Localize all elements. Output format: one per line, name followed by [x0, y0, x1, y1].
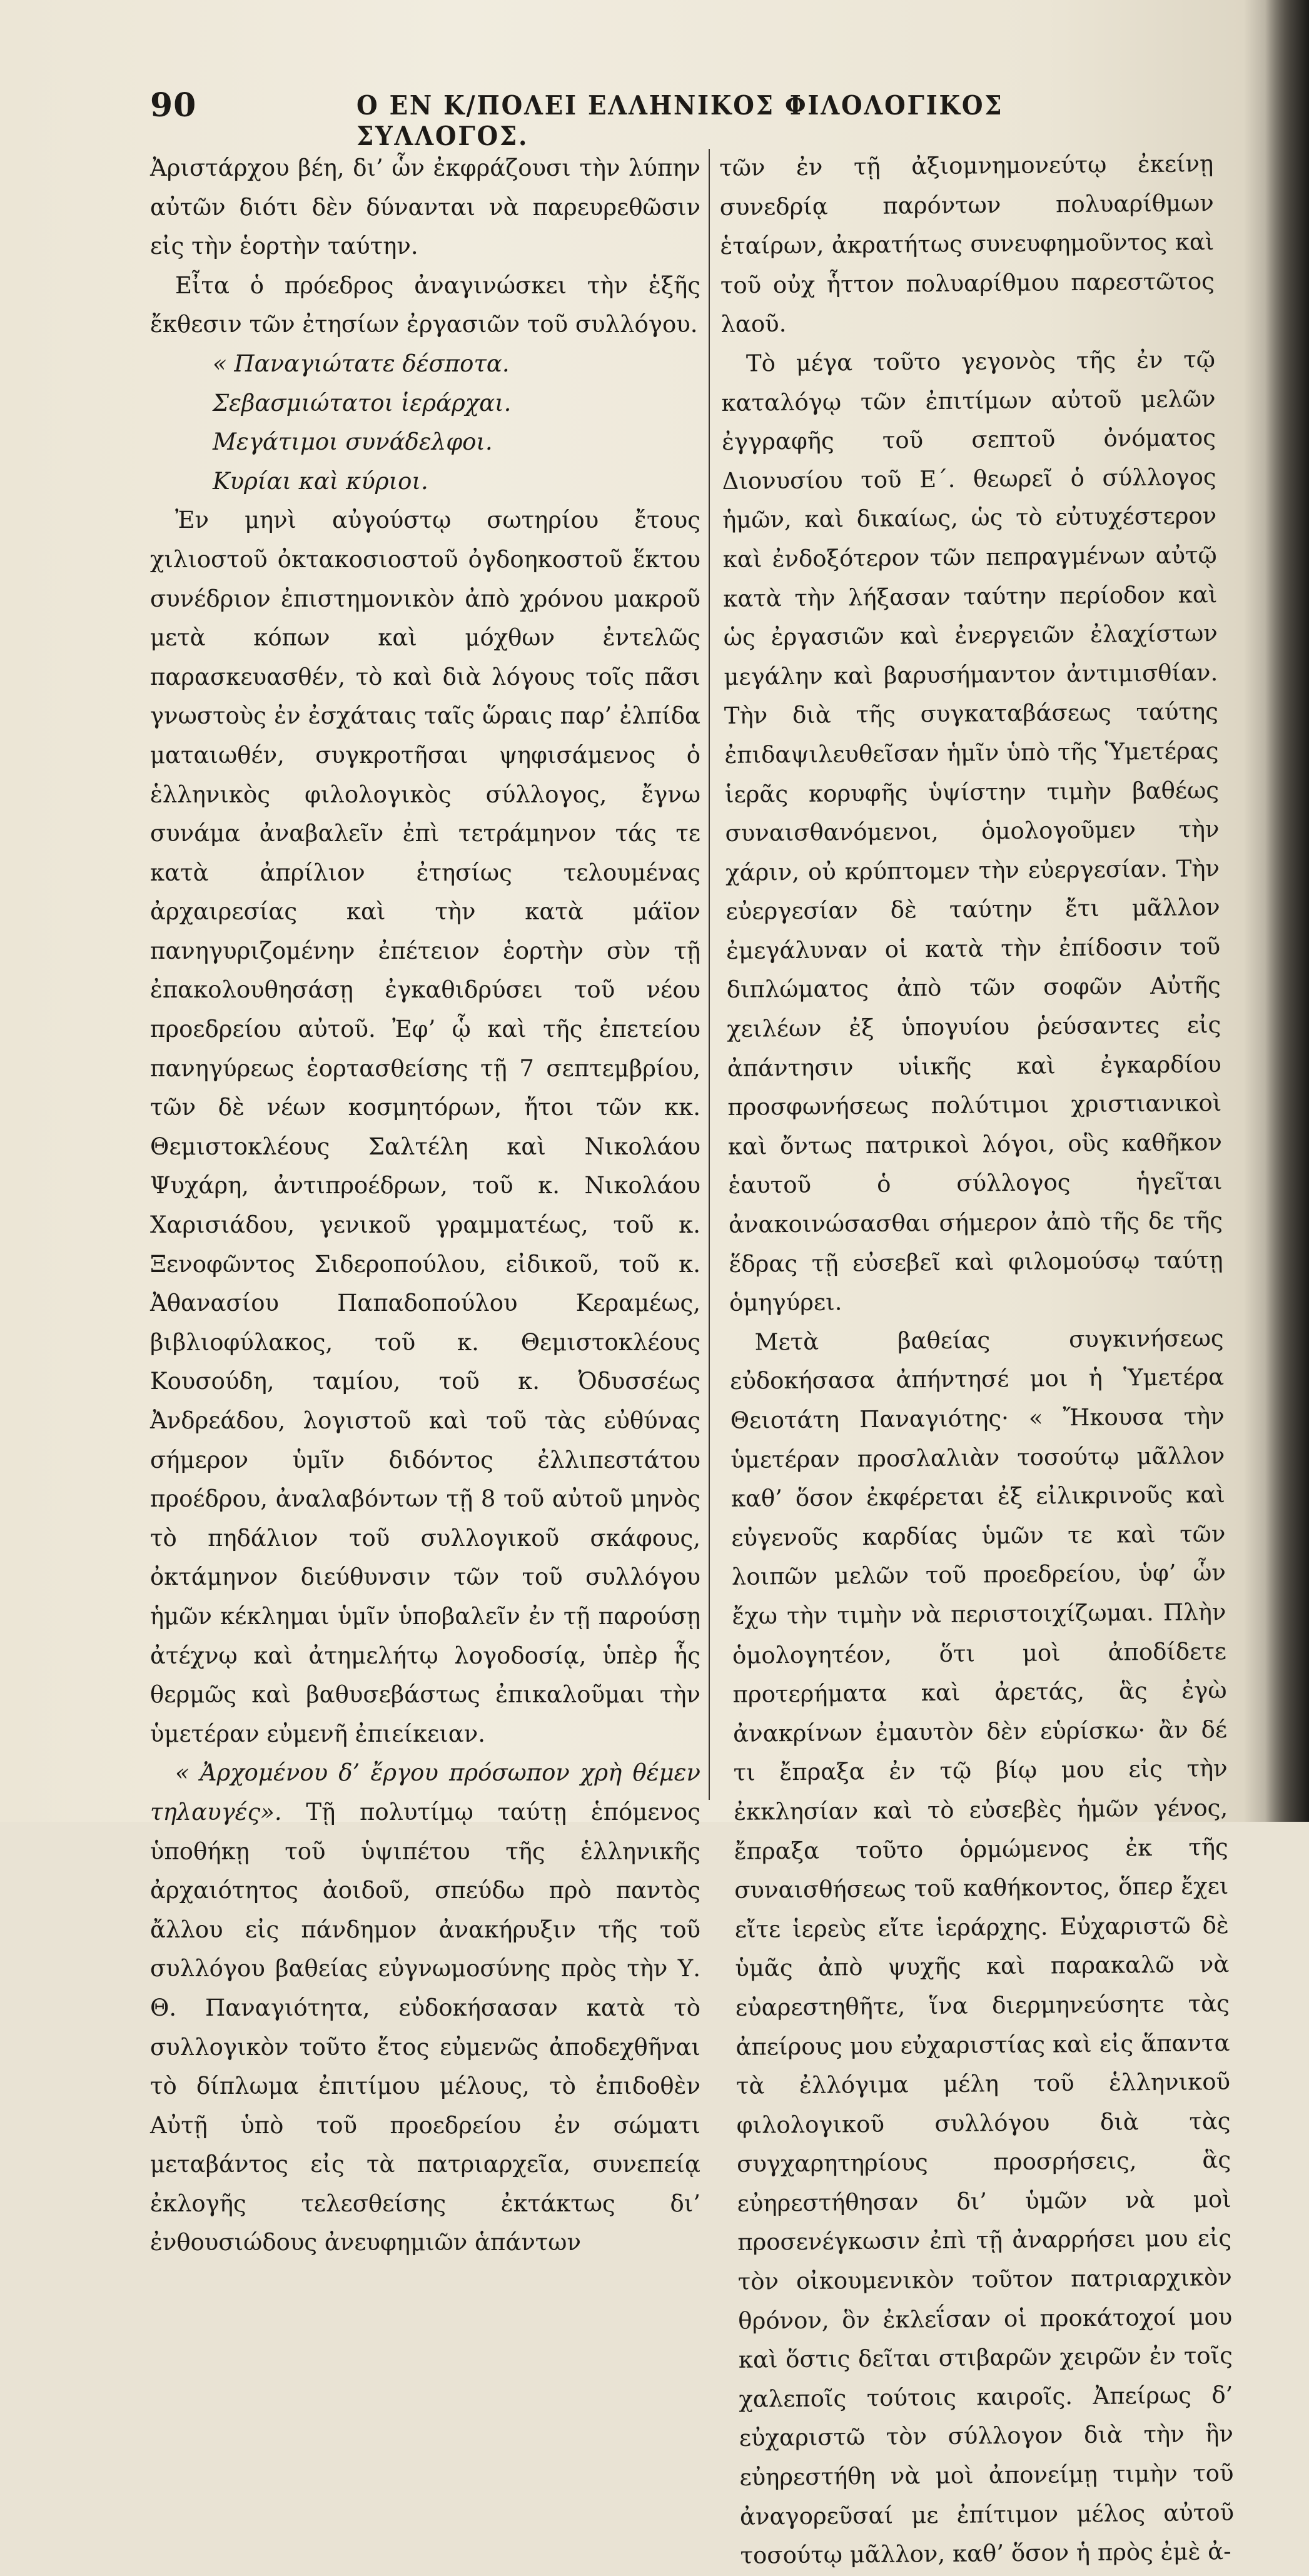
left-paragraph-2: Εἶτα ὁ πρόεδρος ἀναγινώσκει τὴν ἑξῆς ἔκθεσιν τῶν ἐτησίων ἐργασιῶν τοῦ συλλόγου. [150, 271, 700, 338]
running-head: Ο ΕΝ Κ/ΠΟΛΕΙ ΕΛΛΗΝΙΚΟΣ ΦΙΛΟΛΟΓΙΚΟΣ ΣΥΛΛΟΓΟΣ. [356, 90, 1004, 151]
verse-line-2: Σεβασμιώτατοι ἱεράρχαι. [213, 389, 512, 417]
right-column [719, 144, 1235, 2576]
column-rule [709, 149, 710, 1800]
pindar-quote: « Ἀρχομένου δ’ ἔργου πρόσωπον χρὴ θέμεν τηλαυγές». [150, 1759, 700, 1826]
left-paragraph-3: Ἐν μηνὶ αὐγούστῳ σωτηρίου ἔτους χιλιοστοῦ ὀκτακοσιοστοῦ ὀγδοηκοστοῦ ἕκτου συνέδριον ἐπιστημονικὸν ἀπὸ χρόνου μακροῦ μετὰ κόπων καὶ μόχθων ἐντελῶς παρασκευασθέν, τὸ καὶ διὰ λόγους τοῖς πᾶσι γνωστοὺς ἐν ἐσχάταις ταῖς ὥραις παρ’ ἐλπίδα ματαιωθέν, συγκροτῆσαι ψηφισάμενος ὁ ἑλληνικὸς φιλολογικὸς σύλλογος, ἔγνω συνάμα ἀναβαλεῖν ἐπὶ τετράμηνον τάς τε κατὰ ἀπρίλιον ἐτησίως τελουμένας ἀρχαιρεσίας καὶ τὴν κατὰ μάϊον πανηγυριζομένην ἐπέτειον ἑορτὴν σὺν τῇ ἐπακολουθησάσῃ ἐγκαθιδρύσει τοῦ νέου προεδρείου αὐτοῦ. Ἐφ’ ᾧ καὶ τῆς ἐπετείου πανηγύρεως ἑορτασθείσης τῇ 7 σεπτεμβρίου, τῶν δὲ νέων κοσμητόρων, ἤτοι τῶν κκ. Θεμιστοκλέους Σαλτέλη καὶ Νικολάου Ψυχάρη, ἀντιπροέδρων, τοῦ κ. Νικολάου Χαρισιάδου, γενικοῦ γραμματέως, τοῦ κ. Ξενοφῶντος Σιδεροπούλου, εἰδικοῦ, τοῦ κ. Ἀθανασίου Παπαδοπούλου Κεραμέως, βιβλιοφύλακος, τοῦ κ. Θεμιστοκλέους Κουσούδη, ταμίου, τοῦ κ. Ὀδυσσέως Ἀνδρεάδου, λογιστοῦ καὶ τοῦ τὰς εὐθύνας σήμερον ὑμῖν διδόντος ἐλλιπεστάτου προέδρου, ἀναλαβόντων τῇ 8 τοῦ αὐτοῦ μηνὸς τὸ πηδάλιον τοῦ συλλογικοῦ σκάφους, ὀκτάμηνον διεύθυνσιν τῶν τοῦ συλλόγου ἡμῶν κέκλημαι ὑμῖν ὑποβαλεῖν ἐν τῇ παρούσῃ ἀτέχνῳ καὶ ἀτημελήτῳ λογοδοσίᾳ, ὑπὲρ ἧς θερμῶς καὶ βαθυσεβάστως ἐπικαλοῦμαι τὴν ὑμετέραν εὐμενῆ ἐπιείκειαν. [150, 507, 700, 1747]
left-column [150, 149, 700, 2263]
right-paragraph-3: Μετὰ βαθείας συγκινήσεως εὐδοκήσασα ἀπήντησέ μοι ἡ Ὑμετέρα Θειοτάτη Παναγιότης· « Ἤκουσα τὴν ὑμετέραν προσλαλιὰν τοσούτῳ μᾶλλον καθ’ ὅσον ἐκφέρεται ἐξ εἰλικρινοῦς καὶ εὐγενοῦς καρδίας ὑμῶν τε καὶ τῶν λοιπῶν μελῶν τοῦ προεδρείου, ὑφ’ ὧν ἔχω τὴν τιμὴν νὰ περιστοιχίζωμαι. Πλὴν ὁμολογητέον, ὅτι μοὶ ἀποδίδετε προτερήματα καὶ ἀρετάς, ἃς ἐγὼ ἀνακρίνων ἐμαυτὸν δὲν εὑρίσκω· ἂν δέ τι ἔπραξα ἐν τῷ βίῳ μου εἰς τὴν ἐκκλησίαν καὶ τὸ εὐσεβὲς ἡμῶν γένος, ἔπραξα τοῦτο ὁρμώμενος ἐκ τῆς συναισθήσεως τοῦ καθήκοντος, ὅπερ ἔχει εἴτε ἱερεὺς εἴτε ἱεράρχης. Εὐχαριστῶ δὲ ὑμᾶς ἀπὸ ψυχῆς καὶ παρακαλῶ νὰ εὐαρεστηθῆτε, ἵνα διερμηνεύσητε τὰς ἀπείρους μου εὐχαριστίας καὶ εἰς ἅπαντα τὰ ἐλλόγιμα μέλη τοῦ ἑλληνικοῦ φιλολογικοῦ συλλόγου διὰ τὰς συγχαρητηρίους προσρήσεις, ἃς εὐηρεστήθησαν δι’ ὑμῶν νὰ μοὶ προσενέγκωσιν ἐπὶ τῇ ἀναρρήσει μου εἰς τὸν οἰκουμενικὸν τοῦτον πατριαρχικὸν θρόνον, ὃν ἐκλεΐσαν οἱ προκάτοχοί μου καὶ ὅστις δεῖται στιβαρῶν χειρῶν ἐν τοῖς χαλεποῖς τούτοις καιροῖς. Ἀπείρως δ’ εὐχαριστῶ τὸν σύλλογον διὰ τὴν ἣν εὐηρεστήθη νὰ μοὶ ἀπονείμῃ τιμὴν τοῦ ἀναγορεῦσαί με ἐπίτιμον μέλος αὐτοῦ τοσούτῳ μᾶλλον, καθ’ ὅσον ἡ πρὸς ἐμὲ ἀ- [730, 1324, 1235, 2570]
right-paragraph-2: Τὸ μέγα τοῦτο γεγονὸς τῆς ἐν τῷ καταλόγῳ τῶν ἐπιτίμων αὐτοῦ μελῶν ἐγγραφῆς τοῦ σεπτοῦ ὀνόματος Διονυσίου τοῦ Ε΄. θεωρεῖ ὁ σύλλογος ἡμῶν, καὶ δικαίως, ὡς τὸ εὐτυχέστερον καὶ ἐνδοξότερον τῶν πεπραγμένων αὐτῷ κατὰ τὴν λήξασαν ταύτην περίοδον καὶ ὡς ἐργασιῶν καὶ ἐνεργειῶν ἐλαχίστων μεγάλην καὶ βαρυσήμαντον ἀντιμισθίαν. Τὴν διὰ τῆς συγκαταβάσεως ταύτης ἐπιδαψιλευθεῖσαν ἡμῖν ὑπὸ τῆς Ὑμετέρας ἱερᾶς κορυφῆς ὑψίστην τιμὴν βαθέως συναισθανόμενοι, ὁμολογοῦμεν τὴν χάριν, οὐ κρύπτομεν τὴν εὐεργεσίαν. Τὴν εὐεργεσίαν δὲ ταύτην ἔτι μᾶλλον ἐμεγάλυναν οἱ κατὰ τὴν ἐπίδοσιν τοῦ διπλώματος ἀπὸ τῶν σοφῶν Αὐτῆς χειλέων ἐξ ὑπογυίου ῥεύσαντες εἰς ἀπάντησιν υἱικῆς καὶ ἐγκαρδίου προσφωνήσεως πολύτιμοι χριστιανικοὶ καὶ ὄντως πατρικοὶ λόγοι, οὓς καθῆκον ἑαυτοῦ ὁ σύλλογος ἡγεῖται ἀνακοινώσασθαι σήμερον ἀπὸ τῆς δε τῆς ἕδρας τῇ εὐσεβεῖ καὶ φιλομούσῳ ταύτῃ ὁμηγύρει. [721, 346, 1223, 1317]
verse-line-4: Κυρίαι καὶ κύριοι. [213, 467, 428, 495]
verse-line-3: Μεγάτιμοι συνάδελφοι. [213, 428, 493, 456]
right-paragraph-1: τῶν ἐν τῇ ἀξιομνημονεύτῳ ἐκείνῃ συνεδρίᾳ παρόντων πολυαρίθμων ἑταίρων, ἀκρατήτως συνευφημοῦντος καὶ τοῦ οὐχ ἧττον πολυαρίθμου παρεστῶτος λαοῦ. [719, 150, 1215, 338]
page-number: 90 [150, 86, 197, 124]
book-gutter-shadow [1265, 0, 1309, 1822]
left-paragraph-1: Ἀριστάρχου βέη, δι’ ὧν ἐκφράζουσι τὴν λύπην αὐτῶν διότι δὲν δύνανται νὰ παρευρεθῶσιν εἰς τὴν ἑορτὴν ταύτην. [150, 154, 700, 260]
left-paragraph-4-text: Τῇ πολυτίμῳ ταύτῃ ἑπόμενος ὑποθήκῃ τοῦ ὑψιπέτου τῆς ἑλληνικῆς ἀρχαιότητος ἀοιδοῦ, σπεύδω πρὸ παντὸς ἄλλου εἰς πάνδημον ἀνακήρυξιν τῆς τοῦ συλλόγου βαθείας εὐγνωμοσύνης πρὸς τὴν Υ. Θ. Παναγιότητα, εὐδοκήσασαν κατὰ τὸ συλλογικὸν τοῦτο ἔτος εὐμενῶς ἀποδεχθῆναι τὸ δίπλωμα ἐπιτίμου μέλους, τὸ ἐπιδοθὲν Αὐτῇ ὑπὸ τοῦ προεδρείου ἐν σώματι μεταβάντος εἰς τὰ πατριαρχεῖα, συνεπείᾳ ἐκλογῆς τελεσθείσης ἐκτάκτως δι’ ἐνθουσιώδους ἀνευφημιῶν ἁπάντων [150, 1798, 700, 2256]
left-paragraph-4 [150, 1754, 700, 2263]
verse-line-1: « Παναγιώτατε δέσποτα. [213, 350, 510, 377]
page-header [150, 86, 1188, 151]
